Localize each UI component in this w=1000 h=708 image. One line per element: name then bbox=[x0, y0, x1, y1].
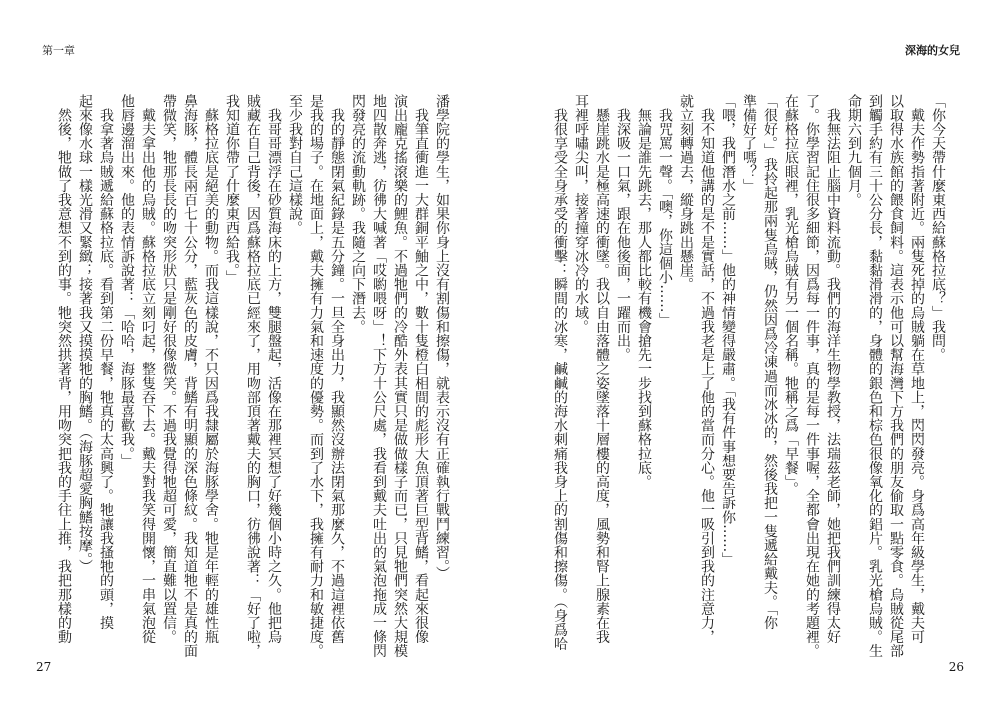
text-column: 我筆直衝進一大群銅平鮋之中，數十隻橙白相間的彪形大魚頂著巨型背鰭，看起來很像 bbox=[413, 94, 429, 644]
text-column: 「你今天帶什麼東西給蘇格拉底？」我問。 bbox=[930, 94, 946, 362]
text-column: 我咒罵一聲。「噢，你這個小……」 bbox=[657, 94, 673, 327]
text-column: 戴夫拿出他的烏賊。蘇格拉底立刻叼起，整隻吞下去。戴夫對我笑得開懷，一串氣泡從 bbox=[140, 94, 156, 644]
text-column: 他唇邊溜出來。他的表情訴說著：「哈哈，海豚最喜歡我。」 bbox=[119, 94, 135, 468]
text-column: 演出龐克搖滾樂的鯉魚。不過牠們的冷酷外表其實只是做做樣子而已，只見牠們突然大規模 bbox=[392, 94, 408, 658]
text-column: 「喂，我們潛水之前……」他的神情變得嚴肅。「我有件事想要告訴你……」 bbox=[720, 94, 736, 567]
text-column: 懸崖跳水是極高速的衝墜。我以自由落體之姿墜落十層樓的高度，風勢和腎上腺素在我 bbox=[594, 94, 610, 644]
text-column: 耳裡呼嘯尖叫，接著撞穿冰冷的水域。 bbox=[573, 94, 589, 334]
text-column: 地四散奔逃，彷彿大喊著「哎喲喂呀」！下方十公尺處，我看到戴夫吐出的氣泡拖成一條閃 bbox=[371, 94, 387, 658]
text-column: 賊藏在自己背後，因爲蘇格拉底已經來了，用吻部頂著戴夫的胸口，彷彿說著：「好了啦， bbox=[245, 94, 261, 658]
text-column: 我哥哥漂浮在砂質海床的上方，雙腿盤起，活像在那裡冥想了好幾個小時之久。他把烏 bbox=[266, 94, 282, 644]
text-column: 在蘇格拉底眼裡，乳光槍烏賊有另一個名稱。牠稱之爲「早餐」。 bbox=[783, 94, 799, 496]
left-page-body bbox=[52, 94, 452, 658]
text-column: 我很享受全身承受的衝擊：瞬間的冰寒，鹹鹹的海水刺痛我身上的割傷和擦傷。（身爲哈 bbox=[552, 94, 568, 651]
text-column: 命期六到九個月。 bbox=[846, 94, 862, 207]
text-column: 然後，牠做了我意想不到的事。牠突然拱著背，用吻突把我的手往上推，我把那樣的動 bbox=[56, 94, 72, 644]
text-column: 我不知道他講的是不是實話，不過我老是上了他的當而分心。他一吸引到我的注意力， bbox=[699, 94, 715, 644]
text-column: 我的靜態閉氣紀錄是五分鐘。一旦全身出力，我顯然沒辦法閉氣那麼久，不過這裡依舊 bbox=[329, 94, 345, 644]
text-column: 就立刻轉過去，縱身跳出懸崖。 bbox=[678, 94, 694, 292]
text-column: 閃發亮的流動軌跡。我隨之向下潛去。 bbox=[350, 94, 366, 334]
text-column: 我深吸一口氣，跟在他後面，一躍而出。 bbox=[615, 94, 631, 362]
text-column: 潘學院的學生，如果你身上沒有割傷和擦傷，就表示沒有正確執行戰鬥練習。） bbox=[434, 94, 450, 581]
running-header-chapter: 第一章 bbox=[42, 44, 75, 57]
text-column: 到觸手約有三十公分長，黏黏滑滑的，身體的銀色和棕色很像氧化的鋁片。乳光槍烏賊。生 bbox=[867, 94, 883, 658]
running-header-title: 深海的女兒 bbox=[905, 44, 960, 57]
text-column: 我無法阻止腦中資料流動。我們的海洋生物學教授，法瑞茲老師，她把我們訓練得太好 bbox=[825, 94, 841, 644]
page-number-right: 26 bbox=[948, 660, 964, 674]
text-column: 了。你學習記住很多細節，因爲每一件事，真的是每一件事喔，全都會出現在她的考題裡。 bbox=[804, 94, 820, 658]
text-column: 我知道你帶了什麼東西給我。」 bbox=[224, 94, 240, 285]
page-number-left: 27 bbox=[36, 660, 52, 674]
text-column: 無論是誰先跳去，那人都比較有機會搶先一步找到蘇格拉底。 bbox=[636, 94, 652, 489]
text-column: 蘇格拉底是絕美的動物。而我這樣說，不只因爲我隸屬於海豚學舍。牠是年輕的雄性瓶 bbox=[203, 94, 219, 644]
right-page-body bbox=[548, 94, 948, 658]
text-column: 鼻海豚，體長兩百七十公分，藍灰色的皮膚，背鰭有明顯的深色條紋。我知道牠不是真的面 bbox=[182, 94, 198, 658]
text-column: 以取得水族館的餵食飼料。這表示他可以幫海灣下方我們的朋友偷取一點零食。烏賊從尾部 bbox=[888, 94, 904, 658]
text-column: 是我的場子。在地面上，戴夫擁有力氣和速度的優勢。而到了水下，我擁有耐力和敏捷度。 bbox=[308, 94, 324, 658]
text-column: 戴夫作勢指著附近。兩隻死掉的烏賊躺在草地上，閃閃發亮。身爲高年級學生，戴夫可 bbox=[909, 94, 925, 644]
text-column: 準備好了嗎？」 bbox=[741, 94, 757, 193]
text-column: 起來像水球一樣光滑又緊緻；接著我又摸摸牠的胸鰭。（海豚超愛胸鰭按摩。） bbox=[77, 94, 93, 574]
text-column: 帶微笑，牠那長長的吻突形狀只是剛好很像微笑。不過我覺得牠超可愛，簡直難以置信。 bbox=[161, 94, 177, 644]
text-column: 「很好。」我拎起那兩隻烏賊，仍然因爲冷凍過而冰冰的，然後我把一隻遞給戴夫。「你 bbox=[762, 94, 778, 630]
text-column: 至少我對自己這樣說。 bbox=[287, 94, 303, 235]
text-column: 我拿著烏賊遞給蘇格拉底。看到第二份早餐，牠真的太高興了。牠讓我搔牠的頭，摸 bbox=[98, 94, 114, 630]
